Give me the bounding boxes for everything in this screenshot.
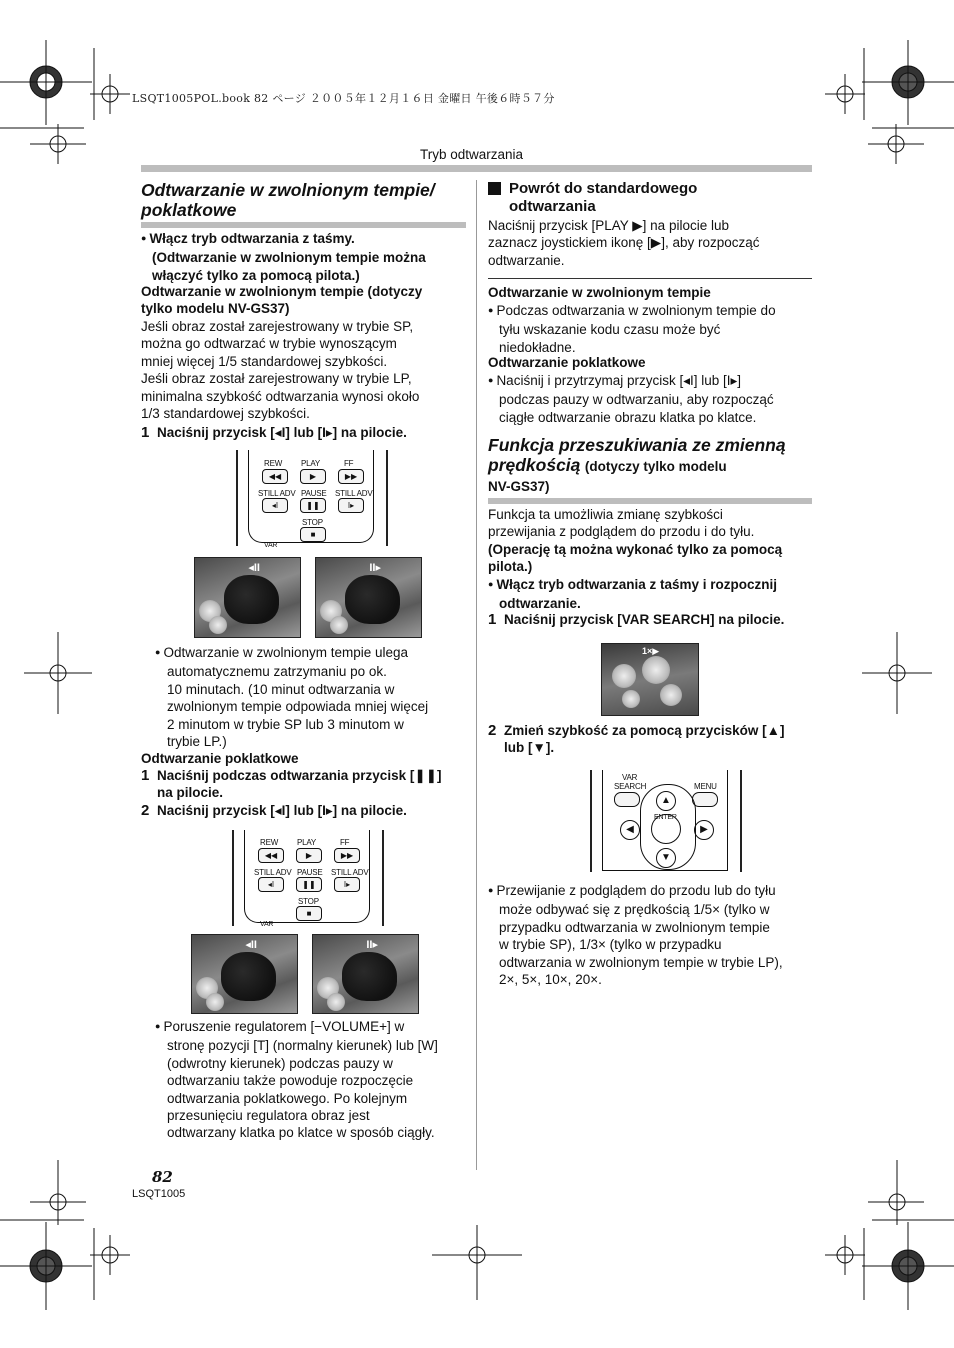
menu-label: MENU: [694, 782, 717, 791]
bullet-line: ● Naciśnij i przytrzymaj przycisk [◂I] lub [I▸]: [488, 372, 818, 391]
subheading-slow-motion: [141, 283, 471, 318]
title-return-normal: [509, 180, 697, 216]
bullet3-line1: ● Włącz tryb odtwarzania z taśmy i rozpocznij: [488, 576, 818, 595]
step-a-line2: na pilocie.: [157, 785, 224, 801]
page-number: 82: [152, 1168, 173, 1186]
step-number: 1: [141, 424, 150, 441]
title2-line3: NV-GS37): [488, 479, 550, 494]
remote-diagram-1: [236, 450, 388, 549]
still-adv-label-left: STILL ADV: [258, 489, 296, 498]
p1-line: zaznacz joystickiem ikonę [▶], aby rozpocząć: [488, 235, 760, 251]
paragraph-return-normal: [488, 217, 813, 269]
remote-diagram-2: [232, 830, 384, 926]
bullet4-line: odtwarzania w zwolnionym tempie w trybie LP),: [499, 954, 783, 970]
bullet1-line1: ● Włącz tryb odtwarzania z taśmy.: [141, 230, 471, 249]
paragraph-variable-speed: [488, 506, 818, 576]
sub1-line2: tylko modelu NV-GS37): [141, 301, 290, 317]
bullet4-line: może odbywać się z prędkością 1/5× (tylko w: [499, 902, 770, 918]
title2-line2: prędkością: [488, 455, 581, 475]
p1-line: odtwarzanie.: [488, 252, 565, 268]
bullet-auto-stop: [155, 644, 475, 750]
speed-indicator: 1×▶: [642, 646, 660, 656]
bullet3-line: odtwarzaniu także powoduje rozpoczęcie: [167, 1073, 414, 1089]
bullet4-line: ● Przewijanie z podglądem do przodu lub do tyłu: [488, 882, 818, 901]
bullet4-line: w trybie SP), 1/3× (tylko w przypadku: [499, 937, 722, 953]
stop-button: ■: [296, 906, 322, 921]
photo-frame-forward: [312, 934, 419, 1014]
bullet-line: ciągłe odtwarzanie obrazu klatka po klatce.: [499, 409, 757, 425]
step-1: [141, 424, 471, 441]
step-a-line1: Naciśnij podczas odtwarzania przycisk [❚❚]: [157, 768, 442, 783]
bullet-speeds: [488, 882, 818, 988]
bullet2-line: trybie LP.): [167, 734, 227, 750]
still-adv-back-button: ◂I: [262, 498, 288, 513]
step-number: 1: [141, 767, 150, 784]
bullet1-line2: (Odtwarzanie w zwolnionym tempie można: [152, 250, 426, 266]
p1-line: Naciśnij przycisk [PLAY ▶] na pilocie lub: [488, 218, 729, 233]
p1-line: można go odtwarzać w trybie wynoszącym: [141, 336, 397, 352]
right-arrow-icon: ▶: [694, 820, 714, 840]
up-arrow-icon: ▲: [656, 791, 676, 811]
stop-label: STOP: [298, 897, 319, 906]
bullet3-line: odtwarzania poklatkowego. Po kolejnym: [167, 1090, 408, 1106]
p2-bold-line: pilota.): [488, 559, 533, 575]
section-rule: [141, 222, 466, 228]
bullet-line: niedokładne.: [499, 339, 576, 355]
divider-rule: [488, 278, 812, 279]
pause-button: ❚❚: [296, 877, 322, 892]
photo-slow-reverse: [194, 557, 301, 638]
title1-line2: odtwarzania: [509, 198, 596, 215]
bullet3-line: odtwarzany klatka po klatce w sposób ciągły.: [167, 1125, 435, 1141]
frame-reverse-icon: ◂II: [245, 939, 257, 951]
running-title: Tryb odtwarzania: [420, 147, 524, 162]
bullet2-line: ● Odtwarzanie w zwolnionym tempie ulega: [155, 644, 475, 663]
photo-frame-reverse: [191, 934, 298, 1014]
var-search-button: [614, 792, 640, 807]
square-bullet-icon: [488, 182, 501, 195]
step-2-right: [488, 722, 818, 757]
header-rule: [141, 165, 812, 172]
bullet3-line2: odtwarzanie.: [499, 596, 581, 612]
bullet3-line: (odwrotny kierunek) podczas pauzy w: [167, 1055, 393, 1071]
bullet1-line3: włączyć tylko za pomocą pilota.): [152, 267, 360, 283]
menu-button: [692, 792, 718, 807]
title2-suffix: (dotyczy tylko modelu: [584, 459, 727, 474]
rew-button: ◀◀: [258, 848, 284, 863]
var-label: VAR: [264, 542, 278, 549]
left-arrow-icon: ◀: [620, 820, 640, 840]
bullet-line: podczas pauzy w odtwarzaniu, aby rozpocząć: [499, 392, 774, 408]
rew-label: REW: [260, 838, 279, 847]
title2-line1: Funkcja przeszukiwania ze zmienną: [488, 435, 786, 455]
ff-button: ▶▶: [338, 469, 364, 484]
photo-var-search: [601, 643, 699, 716]
still-adv-back-button: ◂I: [258, 877, 284, 892]
bullet-volume-lever: [155, 1018, 475, 1142]
still-adv-label-right: STILL ADV: [335, 489, 373, 498]
step-number: 2: [488, 722, 497, 739]
bullet-timecode: [488, 302, 818, 356]
section-title-slow-motion: Odtwarzanie w zwolnionym tempie/ poklatkowe: [141, 180, 435, 220]
bullet4-line: 2×, 5×, 10×, 20×.: [499, 972, 602, 988]
p1-line: minimalna szybkość odtwarzania wynosi około: [141, 388, 420, 404]
play-label: PLAY: [301, 459, 321, 468]
bullet3-line: przesunięciu regulatora obraz jest: [167, 1108, 370, 1124]
bullet-line: tyłu wskazanie kodu czasu może być: [499, 322, 721, 338]
bullet-start-playback: [488, 576, 818, 613]
var-label: VAR: [260, 921, 274, 928]
still-adv-label-right: STILL ADV: [331, 868, 369, 877]
p1-line: mniej więcej 1/5 standardowej szybkości.: [141, 353, 388, 369]
file-meta-line: LSQT1005POL.book 82 ページ ２００５年１２月１６日 金曜日 午後６時５７分: [132, 92, 555, 105]
var-search-label-2: SEARCH: [614, 782, 647, 791]
step-1-right: [488, 611, 818, 628]
enter-label: ENTER: [654, 814, 677, 821]
title1-line1: Powrót do standardowego: [509, 180, 698, 197]
p1-line: 1/3 standardowej szybkości.: [141, 406, 310, 422]
rew-button: ◀◀: [262, 469, 288, 484]
bullet-line: ● Podczas odtwarzania w zwolnionym tempie do: [488, 302, 818, 321]
subheading-frame-by-frame: Odtwarzanie poklatkowe: [141, 751, 299, 766]
sub1-line1: Odtwarzanie w zwolnionym tempie (dotyczy: [141, 284, 423, 299]
document-code: LSQT1005: [132, 1188, 186, 1200]
ff-button: ▶▶: [334, 848, 360, 863]
bullet3-line: stronę pozycji [T] (normalny kierunek) lub [W]: [167, 1038, 438, 1054]
play-button: ▶: [296, 848, 322, 863]
section-rule: [488, 498, 812, 504]
bullet4-line: przypadku odtwarzania w zwolnionym tempie: [499, 919, 770, 935]
slow-reverse-icon: ◂II: [248, 562, 260, 574]
column-divider: [476, 180, 477, 1170]
step-b-text: Naciśnij przycisk [◂I] lub [I▸] na pilocie.: [157, 803, 407, 818]
bullet2-line: 2 minutom w trybie SP lub 3 minutom w: [167, 716, 404, 732]
pause-button: ❚❚: [300, 498, 326, 513]
step-text: Naciśnij przycisk [◂I] lub [I▸] na pilocie.: [157, 425, 407, 440]
step-text: Naciśnij przycisk [VAR SEARCH] na pilocie.: [504, 612, 785, 627]
step-number: 1: [488, 611, 497, 628]
stop-label: STOP: [302, 518, 323, 527]
p1-line: Jeśli obraz został zarejestrowany w trybie SP,: [141, 319, 414, 334]
subheading-frame-right: Odtwarzanie poklatkowe: [488, 355, 646, 370]
step-a: [141, 767, 471, 802]
photo-slow-forward: [315, 557, 422, 638]
p2-line: przewijania z podglądem do przodu i do tyłu.: [488, 524, 755, 540]
step-b: [141, 802, 471, 819]
bullet2-line: 10 minutach. (10 minut odtwarzania w: [167, 681, 395, 697]
down-arrow-icon: ▼: [656, 848, 676, 868]
bullet3-line: ● Poruszenie regulatorem [−VOLUME+] w: [155, 1018, 475, 1037]
slow-forward-icon: II▸: [369, 562, 381, 574]
subheading-slow-motion-right: Odtwarzanie w zwolnionym tempie: [488, 285, 711, 300]
step2-line1: Zmień szybkość za pomocą przycisków [▲]: [504, 723, 785, 738]
remote-diagram-3: [590, 770, 742, 872]
play-button: ▶: [300, 469, 326, 484]
ff-label: FF: [344, 459, 354, 468]
play-label: PLAY: [297, 838, 317, 847]
stop-button: ■: [300, 527, 326, 542]
ff-label: FF: [340, 838, 350, 847]
bullet-hold-button: [488, 372, 818, 426]
pause-label: PAUSE: [297, 868, 323, 877]
section-title-variable-speed: [488, 435, 813, 495]
p2-bold-line: (Operację tą można wykonać tylko za pomocą: [488, 541, 783, 557]
frame-forward-icon: II▸: [366, 939, 378, 951]
step2-line2: lub [▼].: [504, 740, 555, 756]
p1-line: Jeśli obraz został zarejestrowany w trybie LP,: [141, 371, 412, 387]
bullet2-line: automatycznemu zatrzymaniu po ok.: [167, 664, 387, 680]
still-adv-forward-button: I▸: [338, 498, 364, 513]
still-adv-forward-button: I▸: [334, 877, 360, 892]
bullet2-line: zwolnionym tempie odpowiada mniej więcej: [167, 699, 429, 715]
pause-label: PAUSE: [301, 489, 327, 498]
p2-line: Funkcja ta umożliwia zmianę szybkości: [488, 507, 723, 522]
still-adv-label-left: STILL ADV: [254, 868, 292, 877]
paragraph-slow-motion-speed: [141, 318, 471, 422]
rew-label: REW: [264, 459, 283, 468]
var-search-label-1: VAR: [622, 773, 638, 782]
bullet-play-mode: [141, 230, 471, 284]
step-number: 2: [141, 802, 150, 819]
